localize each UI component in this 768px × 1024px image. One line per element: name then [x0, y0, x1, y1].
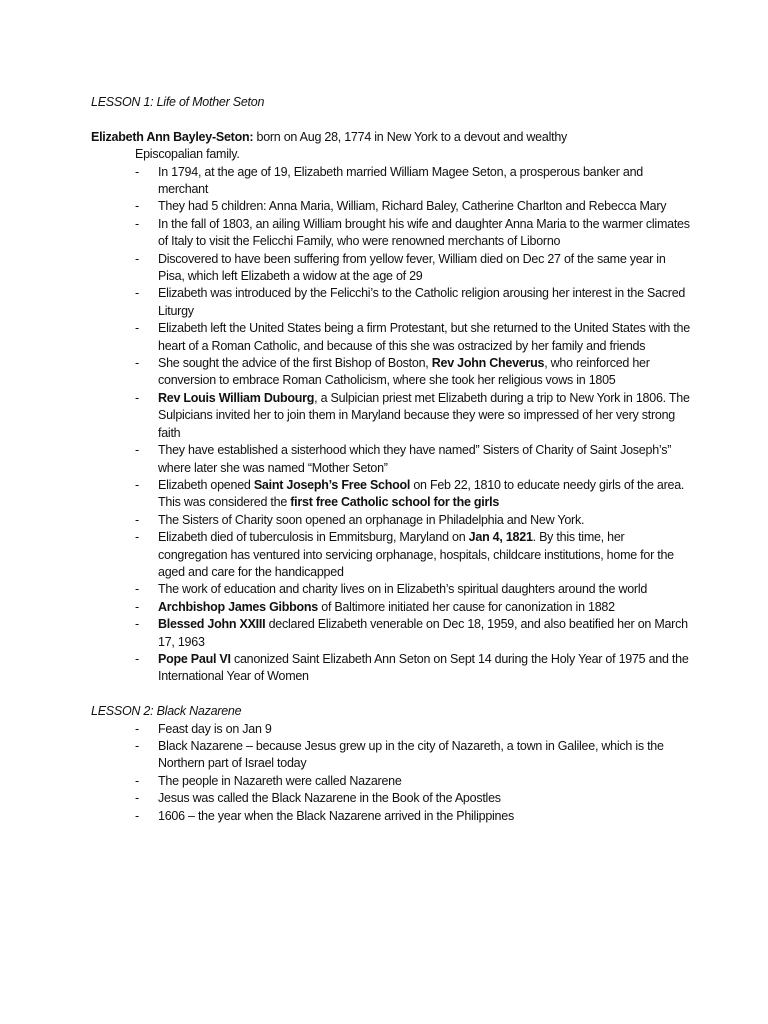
item-text: Discovered to have been suffering from yellow fever, William died on Dec 27 of the same year in Pisa, which left Elizabeth a widow at the age of 29 [158, 251, 666, 284]
item-text: Jesus was called the Black Nazarene in the Book of the Apostles [158, 791, 501, 806]
intro-text-line2: Episcopalian family. [135, 147, 240, 162]
bold-text: Saint Joseph’s Free School [253, 477, 411, 492]
bold-text: Rev John Cheverus [431, 356, 545, 371]
list-item [91, 581, 691, 598]
dash-bullet: - [135, 773, 139, 788]
lesson1-title: LESSON 1: Life of Mother Seton [91, 95, 265, 109]
list-item [91, 616, 691, 651]
list-item [91, 721, 691, 738]
item-text: of Baltimore initiated her cause for canonization in 1882 [318, 599, 615, 614]
dash-bullet: - [135, 164, 139, 179]
list-item [91, 285, 691, 320]
bold-text: Rev Louis William Dubourg [158, 390, 315, 405]
bold-text: Blessed John XXIII [158, 617, 266, 632]
bold-text: Archbishop James Gibbons [158, 599, 319, 614]
dash-bullet: - [135, 251, 139, 266]
list-item [91, 790, 691, 807]
item-text: , a Sulpician priest met Elizabeth during a trip to New York in 1806. The Sulpicians invited her to join them in Maryland because they were so impressed of her very strong faith [158, 390, 690, 440]
item-text: Elizabeth was introduced by the Felicchi’s to the Catholic religion arousing her interest in the Sacred Liturgy [158, 286, 686, 318]
dash-bullet: - [135, 617, 139, 632]
dash-bullet: - [135, 739, 139, 753]
lesson2-title: LESSON 2: Black Nazarene [91, 704, 242, 719]
document-body [91, 94, 691, 825]
item-text: Black Nazarene – because Jesus grew up in the city of Nazareth, a town in Galilee, which is the Northern part of Israel today [158, 739, 664, 771]
item-text: They have established a sisterhood which they have named” Sisters of Charity of Saint Joseph’s” where later she was named “Mother Seton” [158, 443, 672, 475]
item-text: declared Elizabeth venerable on Dec 18, 1959, and also beatified her on March 17, 1963 [158, 617, 688, 649]
dash-bullet: - [135, 651, 139, 666]
dash-bullet: - [135, 216, 139, 231]
list-item [91, 164, 691, 199]
dash-bullet: - [135, 321, 139, 336]
dash-bullet: - [135, 512, 139, 527]
dash-bullet: - [135, 286, 139, 301]
list-item [91, 529, 691, 581]
item-text: canonized Saint Elizabeth Ann Seton on Sept 14 during the Holy Year of 1975 and the International Year of Women [158, 651, 689, 684]
dash-bullet: - [135, 599, 139, 614]
list-item [91, 216, 691, 251]
list-item [91, 390, 691, 442]
dash-bullet: - [135, 808, 139, 823]
item-text: Elizabeth opened [158, 477, 254, 492]
dash-bullet: - [135, 582, 139, 597]
item-text: The people in Nazareth were called Nazarene [158, 773, 402, 788]
list-item [91, 477, 691, 512]
lesson1-intro [91, 129, 691, 164]
spacer [91, 111, 691, 128]
list-item [91, 773, 691, 790]
item-text: They had 5 children: Anna Maria, William, Richard Baley, Catherine Charlton and Rebecca Mary [158, 199, 667, 214]
bold-text: Pope Paul VI [158, 651, 231, 666]
dash-bullet: - [135, 791, 139, 806]
list-item [91, 355, 691, 390]
list-item [91, 198, 691, 215]
item-text: In the fall of 1803, an ailing William brought his wife and daughter Anna Maria to the warmer climates of Italy to visit the Felicchi Family, who were renowned merchants of Liborno [158, 216, 690, 249]
lesson2-bullet-list [91, 721, 691, 825]
list-item [91, 808, 691, 825]
dash-bullet: - [135, 199, 139, 214]
dash-bullet: - [135, 356, 139, 371]
item-text: Elizabeth left the United States being a firm Protestant, but she returned to the United States with the heart of a Roman Catholic, and because of this she was ostracized by her family and friends [158, 321, 690, 353]
lesson1-bullet-list [91, 164, 691, 686]
item-text: In 1794, at the age of 19, Elizabeth married William Magee Seton, a prosperous banker and merchant [158, 164, 643, 197]
list-item [91, 651, 691, 686]
item-text: Elizabeth died of tuberculosis in Emmitsburg, Maryland on [158, 530, 469, 545]
dash-bullet: - [135, 390, 139, 405]
list-item [91, 442, 691, 477]
intro-name: Elizabeth Ann Bayley-Seton: [91, 129, 254, 144]
list-item [91, 512, 691, 529]
bold-text: Jan 4, 1821 [468, 530, 533, 545]
bold-text: first free Catholic school for the girls [290, 495, 500, 510]
list-item [91, 599, 691, 616]
item-text: 1606 – the year when the Black Nazarene arrived in the Philippines [158, 808, 514, 823]
list-item [91, 738, 691, 773]
item-text: The Sisters of Charity soon opened an orphanage in Philadelphia and New York. [158, 512, 585, 527]
item-text: She sought the advice of the first Bishop of Boston, [158, 356, 432, 371]
dash-bullet: - [135, 721, 139, 736]
dash-bullet: - [135, 477, 139, 492]
dash-bullet: - [135, 530, 139, 545]
item-text: Feast day is on Jan 9 [158, 721, 272, 736]
intro-text-line1: born on Aug 28, 1774 in New York to a devout and wealthy [253, 129, 568, 144]
item-text: , who reinforced her conversion to embrace Roman Catholicism, where she took her religious vows in 1805 [158, 356, 650, 388]
list-item [91, 320, 691, 355]
dash-bullet: - [135, 443, 139, 458]
item-text: . By this time, her congregation has ventured into servicing orphanage, hospitals, childcare institutions, home for the aged and care for the handicapped [158, 530, 674, 579]
spacer [91, 686, 691, 703]
item-text: on Feb 22, 1810 to educate needy girls of the area. This was considered the [158, 477, 685, 510]
list-item [91, 251, 691, 286]
item-text: The work of education and charity lives on in Elizabeth’s spiritual daughters around the world [158, 582, 648, 597]
